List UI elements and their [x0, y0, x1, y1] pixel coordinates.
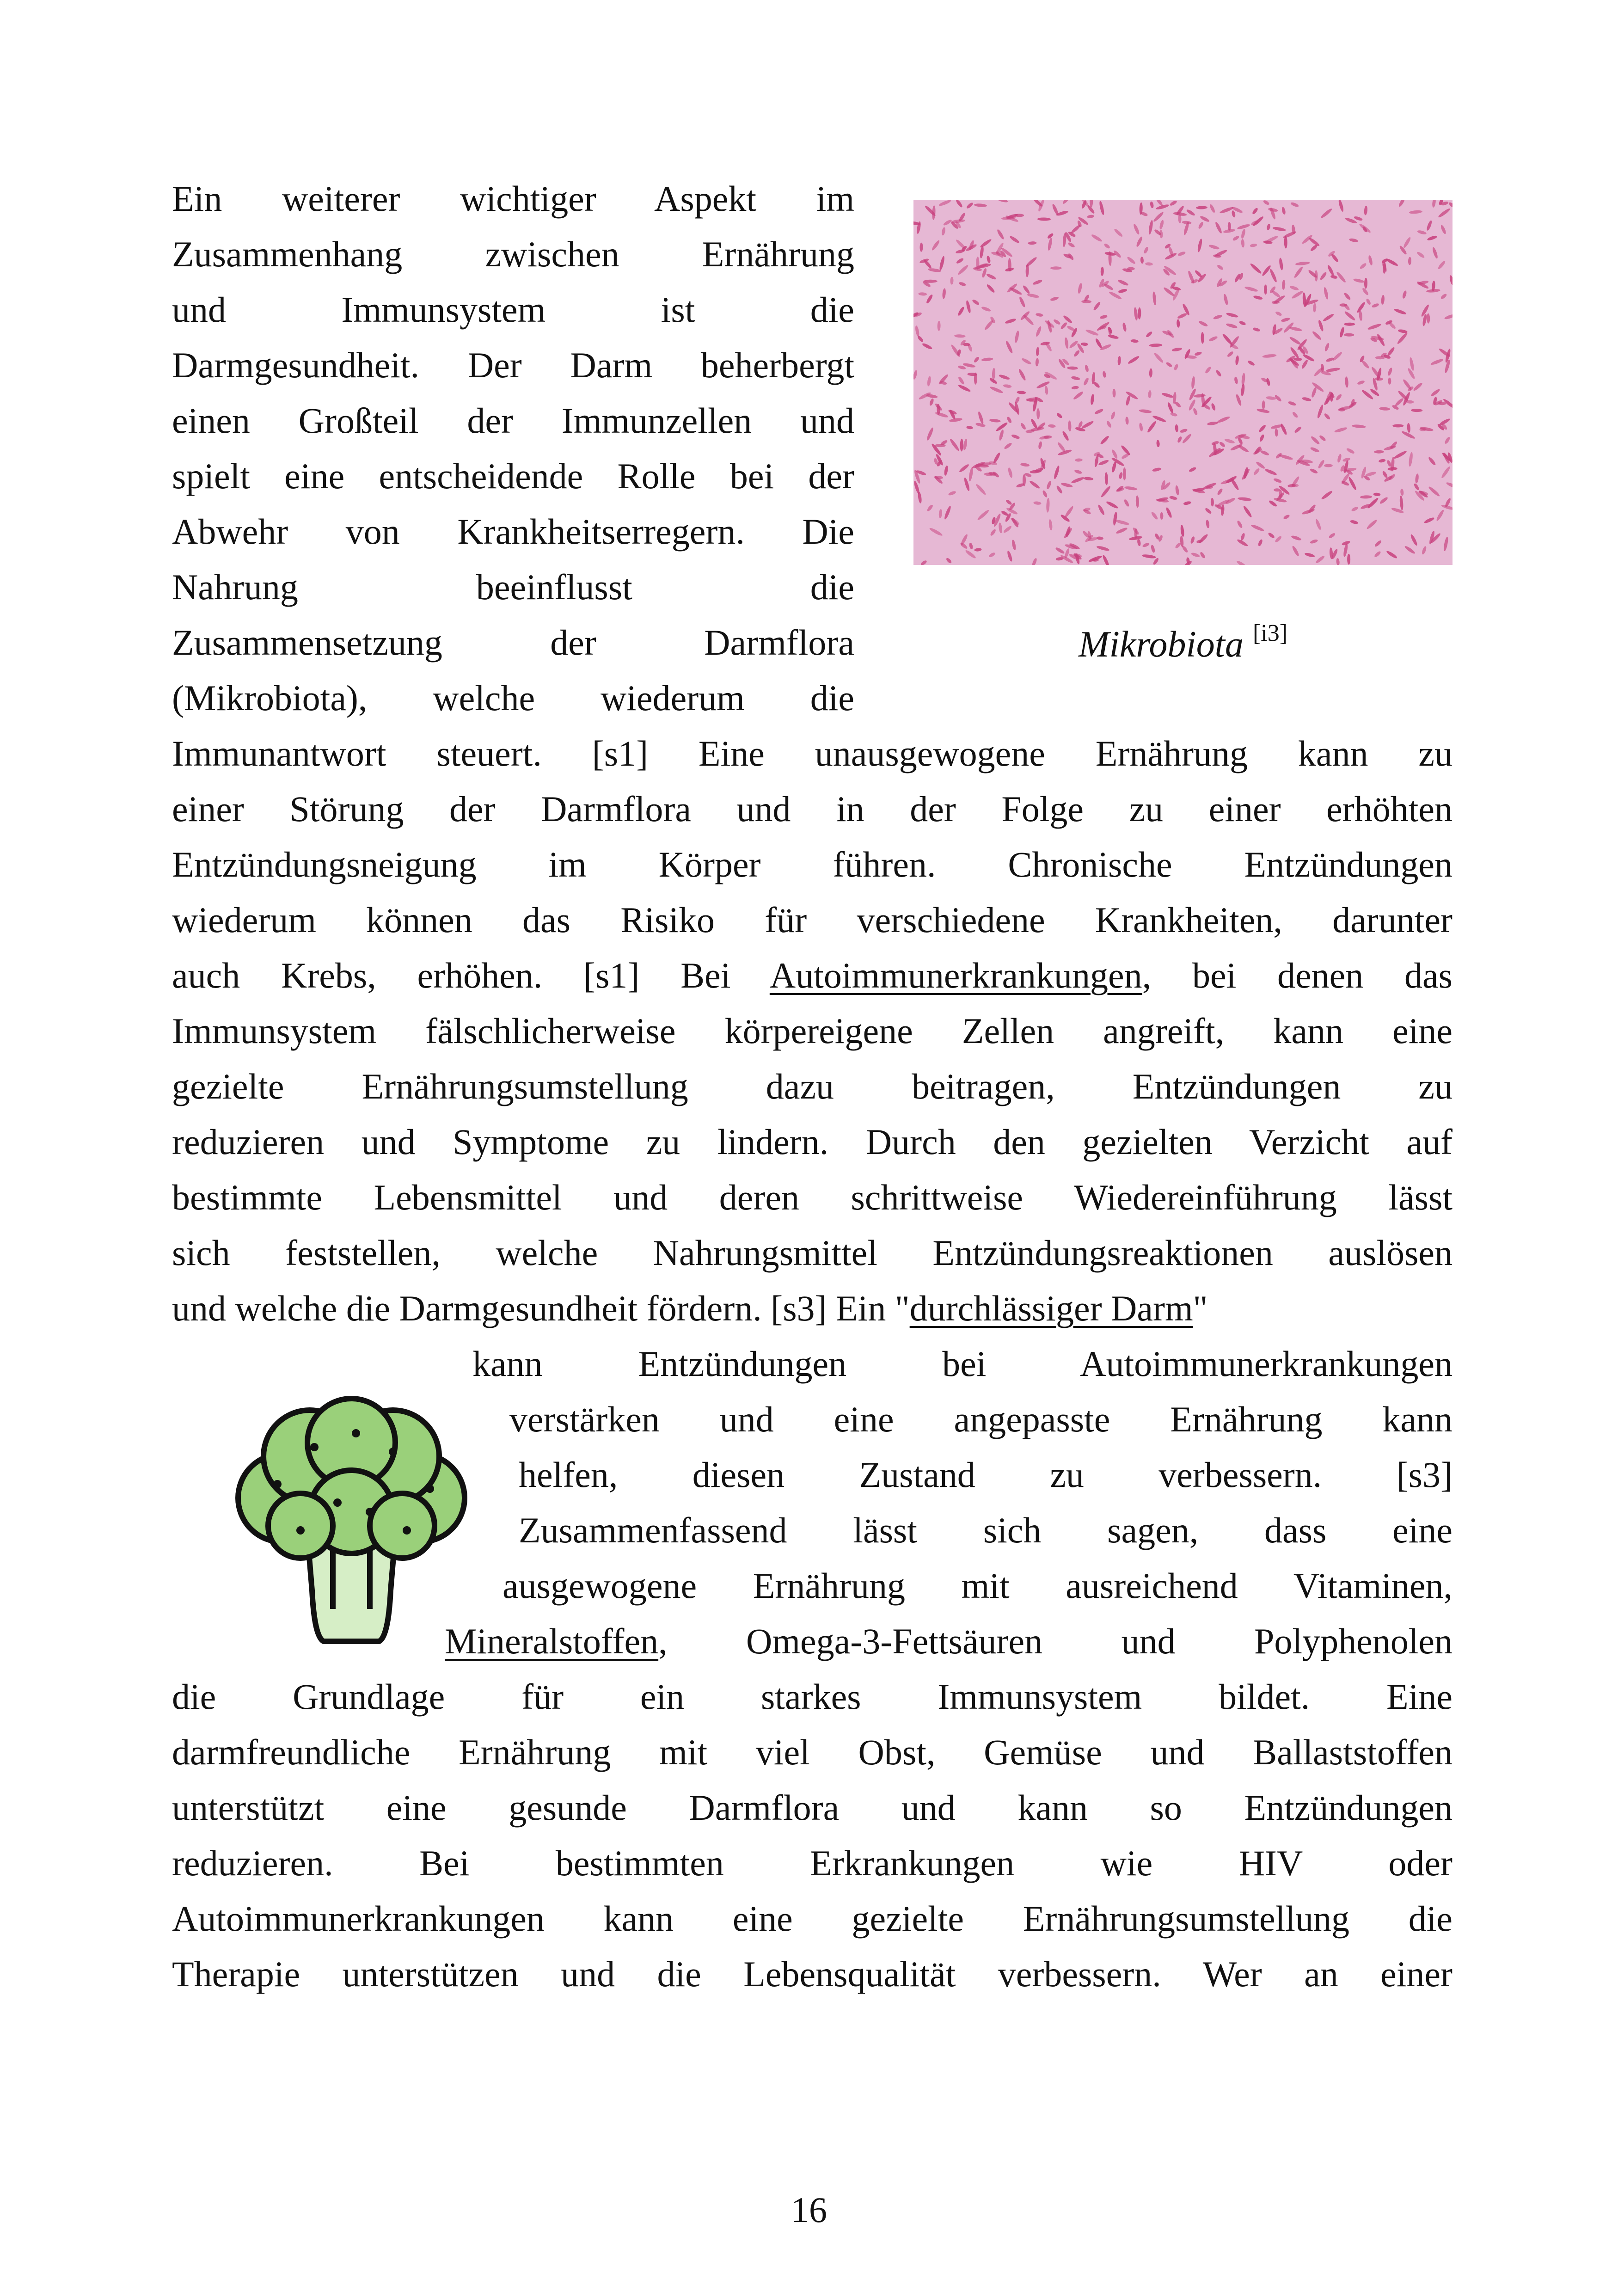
text-line: spielt eine entscheidende Rolle bei der	[172, 456, 854, 496]
text-line: darmfreundliche Ernährung mit viel Obst, Gemüse und Ballaststoffen	[172, 1732, 1453, 1772]
text-line: Darmgesundheit. Der Darm beherbergt	[172, 345, 854, 385]
text-line: reduzieren und Symptome zu lindern. Durch den gezielten Verzicht auf	[172, 1122, 1453, 1162]
link-mineralstoffen[interactable]: Mineralstoffen	[445, 1621, 659, 1661]
text-line: einer Störung der Darmflora und in der Folge zu einer erhöhten	[172, 789, 1453, 829]
text-line: einen Großteil der Immunzellen und	[172, 400, 854, 441]
bacterium-cell	[1050, 266, 1062, 270]
text-line: Mineralstoffen, Omega-3-Fettsäuren und Polyphenolen	[445, 1621, 1453, 1661]
text-line: reduzieren. Bei bestimmten Erkrankungen wie HIV oder	[172, 1843, 1453, 1883]
text-line: Immunantwort steuert. [s1] Eine unausgewogene Ernährung kann zu	[172, 733, 1453, 774]
text-line: Nahrung beeinflusst die	[172, 567, 854, 607]
figure-caption: Mikrobiota [i3]	[1078, 620, 1288, 665]
broccoli-icon	[217, 1396, 485, 1646]
text-line: verstärken und eine angepasste Ernährung kann	[509, 1399, 1453, 1439]
text-line: unterstützt eine gesunde Darmflora und kann so Entzündungen	[172, 1787, 1453, 1828]
text-line: Zusammenfassend lässt sich sagen, dass eine	[519, 1510, 1453, 1550]
link-durchlaessiger-darm[interactable]: durchlässiger Darm	[909, 1288, 1193, 1328]
text-line: helfen, diesen Zustand zu verbessern. [s3]	[519, 1455, 1453, 1495]
bacterium-cell	[1324, 464, 1333, 467]
bacterium-cell	[1347, 554, 1350, 565]
text-line: Zusammensetzung der Darmflora	[172, 622, 854, 663]
bacterium-cell	[1015, 214, 1024, 217]
text-line: kann Entzündungen bei Autoimmunerkrankungen	[472, 1344, 1453, 1384]
page-number: 16	[791, 2190, 827, 2230]
bacterium-cell	[1344, 323, 1355, 326]
text-line: und Immunsystem ist die	[172, 289, 854, 330]
text-line: auch Krebs, erhöhen. [s1] Bei Autoimmunerkrankungen, bei denen das	[172, 955, 1453, 995]
bacterium-cell	[935, 444, 945, 447]
text-line: Zusammenhang zwischen Ernährung	[172, 234, 854, 274]
microbiota-micrograph	[913, 200, 1453, 565]
text-line: ausgewogene Ernährung mit ausreichend Vitaminen,	[503, 1565, 1453, 1606]
bacterium-cell	[1392, 424, 1403, 427]
bacterium-cell	[1264, 285, 1267, 295]
text-line: (Mikrobiota), welche wiederum die	[172, 678, 854, 718]
text-line: sich feststellen, welche Nahrungsmittel Entzündungsreaktionen auslösen	[172, 1233, 1453, 1273]
text-line: gezielte Ernährungsumstellung dazu beitragen, Entzündungen zu	[172, 1066, 1453, 1106]
text-line: Entzündungsneigung im Körper führen. Chronische Entzündungen	[172, 844, 1453, 884]
link-autoimmunerkrankungen[interactable]: Autoimmunerkrankungen	[769, 955, 1142, 995]
text-line: Autoimmunerkrankungen kann eine gezielte Ernährungsumstellung die	[172, 1898, 1453, 1939]
image-reference: [i3]	[1252, 620, 1288, 646]
text-line: Abwehr von Krankheitserregern. Die	[172, 511, 854, 552]
text-line: die Grundlage für ein starkes Immunsystem bildet. Eine	[172, 1676, 1453, 1717]
text-line: Immunsystem fälschlicherweise körpereigene Zellen angreift, kann eine	[172, 1011, 1453, 1051]
text-line: Therapie unterstützen und die Lebensqualität verbessern. Wer an einer	[172, 1954, 1453, 1994]
text-line: bestimmte Lebensmittel und deren schrittweise Wiedereinführung lässt	[172, 1177, 1453, 1217]
text-line: und welche die Darmgesundheit fördern. [s3] Ein "durchlässiger Darm"	[172, 1288, 1208, 1328]
text-line: wiederum können das Risiko für verschiedene Krankheiten, darunter	[172, 900, 1453, 940]
bacterium-cell	[1338, 408, 1346, 411]
text-line: Ein weiterer wichtiger Aspekt im	[172, 178, 854, 219]
bacterium-cell	[1123, 467, 1126, 480]
